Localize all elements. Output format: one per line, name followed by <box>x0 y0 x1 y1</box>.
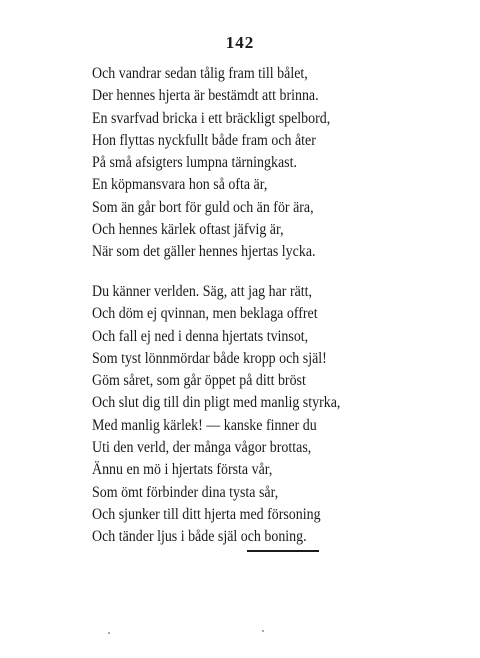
verse-line: En köpmansvara hon så ofta är, <box>92 176 268 194</box>
paper-speck <box>262 630 264 632</box>
verse-line: En svarfvad bricka i ett bräckligt spelbord, <box>92 109 331 127</box>
stanza-1 <box>92 63 472 264</box>
verse-line: Som tyst lönnmördar både kropp och själ! <box>92 349 327 367</box>
verse-line: Och vandrar sedan tålig fram till bålet, <box>92 65 308 82</box>
verse-line: Och tänder ljus i både själ och boning. <box>92 528 307 546</box>
verse-line: När som det gäller hennes hjertas lycka. <box>92 243 316 261</box>
verse-line: Och fall ej ned i denna hjertats tvinsot, <box>92 327 309 345</box>
verse-line: Ännu en mö i hjertats första vår, <box>92 461 273 479</box>
paper-speck <box>108 632 110 634</box>
verse-line: Som ömt förbinder dina tysta sår, <box>92 483 279 501</box>
verse-line: Uti den verld, der många vågor brottas, <box>92 439 312 457</box>
verse-line: Hon flyttas nyckfullt både fram och åter <box>92 131 316 149</box>
verse-line: Som än går bort för guld och än för ära, <box>92 198 314 216</box>
verse-line: Och slut dig till din pligt med manlig styrka, <box>92 394 341 412</box>
verse-line: Och hennes kärlek oftast jäfvig är, <box>92 221 284 239</box>
stanza-2 <box>92 281 472 549</box>
verse-line: Göm såret, som går öppet på ditt bröst <box>92 372 306 390</box>
verse-line: Med manlig kärlek! — kanske finner du <box>92 416 317 434</box>
verse-line: Och döm ej qvinnan, men beklaga offret <box>92 305 318 323</box>
verse-line: Du känner verlden. Säg, att jag har rätt, <box>92 283 313 300</box>
end-rule <box>247 550 319 552</box>
page-number: 142 <box>225 33 255 52</box>
verse-line: På små afsigters lumpna tärningkast. <box>92 154 297 172</box>
verse-line: Der hennes hjerta är bestämdt att brinna. <box>92 87 319 105</box>
verse-line: Och sjunker till ditt hjerta med försoning <box>92 505 321 523</box>
